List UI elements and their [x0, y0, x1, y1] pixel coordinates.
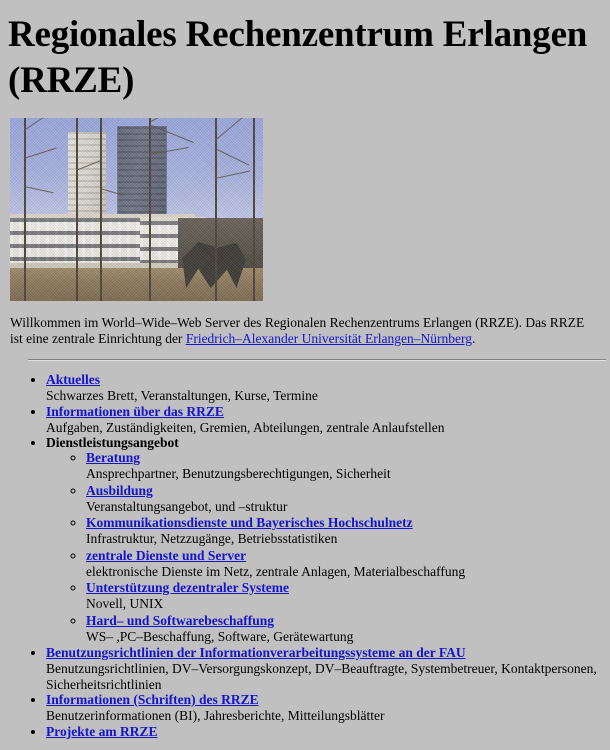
list-item [46, 645, 602, 692]
building-photo-wrapper [10, 118, 602, 301]
link-projekte-am-rrze[interactable]: Projekte am RRZE [46, 723, 158, 739]
list-item [46, 372, 602, 404]
list-item [86, 450, 602, 482]
photo-tree-trunk [100, 118, 102, 301]
list-item [46, 435, 602, 644]
list-item [86, 515, 602, 547]
list-item-description: Veranstaltungsangebot, und –struktur [86, 498, 288, 514]
intro-text-after: . [471, 331, 476, 346]
photo-ground [10, 268, 263, 301]
page-title: Regionales Rechenzentrum Erlangen (RRZE) [8, 14, 588, 101]
list-item-description: WS– ,PC–Beschaffung, Software, Gerätewartung [86, 628, 354, 644]
link-kommunikationsdienste-und-bayerisches-hoch[interactable]: Kommunikationsdienste und Bayerisches Hochschulnetz [86, 515, 413, 530]
sub-link-list [46, 450, 602, 644]
photo-tree-trunk [76, 118, 78, 301]
photo-tree-trunk [253, 118, 255, 301]
photo-tree-trunk [24, 118, 26, 301]
photo-tree-trunk [215, 118, 217, 301]
list-item-description: Aufgaben, Zuständigkeiten, Gremien, Abteilungen, zentrale Anlaufstellen [46, 419, 445, 435]
list-item-description: Schwarzes Brett, Veranstaltungen, Kurse, Termine [46, 388, 318, 403]
intro-text-before: Willkommen im World–Wide–Web Server des Regionalen Rechenzentrums Erlangen (RRZE). Das RRZE ist eine zentrale Einrichtung der [10, 315, 585, 346]
list-item [46, 692, 602, 724]
link-beratung[interactable]: Beratung [86, 450, 140, 465]
link-aktuelles[interactable]: Aktuelles [46, 372, 100, 387]
link-informationen-uber-das-rrze[interactable]: Informationen über das RRZE [46, 403, 224, 419]
list-item-description: elektronische Dienste im Netz, zentrale Anlagen, Materialbeschaffung [86, 563, 466, 579]
building-photo [10, 118, 263, 301]
link-informationen-schriften-des-rrze[interactable]: Informationen (Schriften) des RRZE [46, 692, 259, 707]
main-link-list [8, 372, 602, 739]
list-item [86, 548, 602, 580]
link-benutzungsrichtlinien-der-informationverar[interactable]: Benutzungsrichtlinien der Informationverarbeitungssysteme an der FAU [46, 645, 466, 660]
intro-paragraph [10, 315, 596, 347]
link-unterstutzung-dezentraler-systeme[interactable]: Unterstützung dezentraler Systeme [86, 580, 289, 595]
list-item-description: Benutzerinformationen (BI), Jahresberichte, Mitteilungsblätter [46, 708, 385, 723]
list-item-description: Novell, UNIX [86, 596, 164, 611]
list-item-description: Infrastruktur, Netzzugänge, Betriebsstatistiken [86, 531, 338, 546]
list-item [86, 613, 602, 645]
list-item-description: Ansprechpartner, Benutzungsberechtigungen, Sicherheit [86, 466, 391, 481]
list-item [46, 724, 602, 739]
label-dienstleistungsangebot: Dienstleistungsangebot [46, 435, 179, 450]
list-item-description: Benutzungsrichtlinien, DV–Versorgungskonzept, DV–Beauftragte, Systembetreuer, Kontaktpersonen, Sicherheitsrichtlinien [46, 661, 597, 692]
fau-link[interactable]: Friedrich–Alexander Universität Erlangen–Nürnberg [185, 331, 472, 346]
photo-tree-trunk [149, 118, 151, 301]
link-hard-und-softwarebeschaffung[interactable]: Hard– und Softwarebeschaffung [86, 612, 275, 628]
list-item [86, 483, 602, 515]
list-item [46, 404, 602, 436]
link-ausbildung[interactable]: Ausbildung [86, 482, 153, 498]
link-zentrale-dienste-und-server[interactable]: zentrale Dienste und Server [86, 547, 247, 563]
horizontal-rule [28, 359, 606, 361]
list-item [86, 580, 602, 612]
